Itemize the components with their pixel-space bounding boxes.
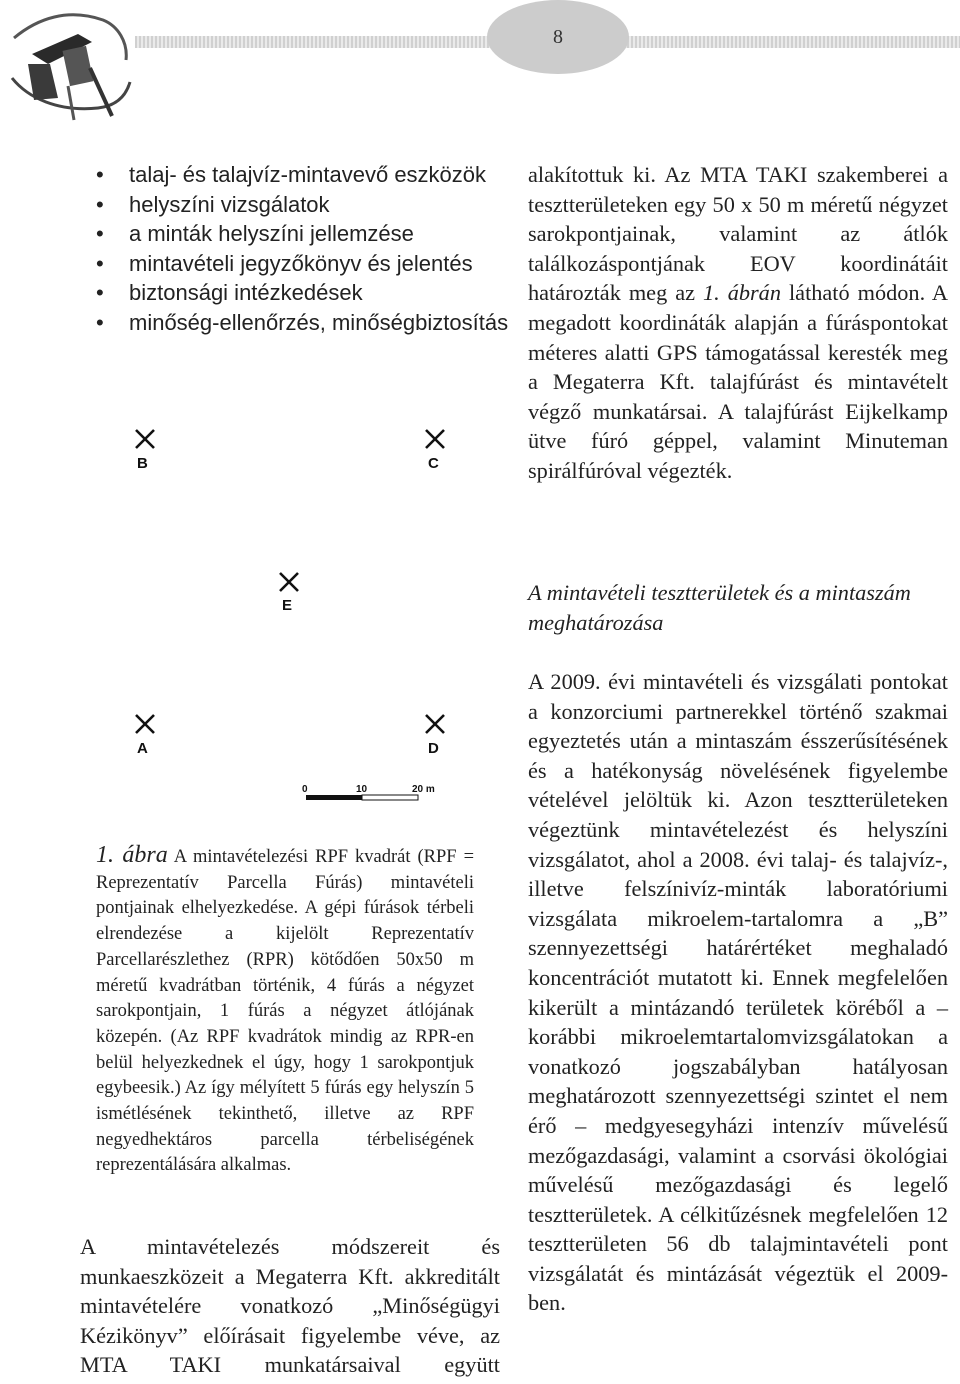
point-marker-a: [136, 715, 154, 733]
list-item: • biztonsági intézkedések: [96, 278, 516, 308]
soil-sampler-logo: [8, 8, 134, 124]
right-paragraph-1: [528, 160, 948, 486]
left-paragraph: A mintavételezés módszereit és munkaeszközeit a Megaterra Kft. akkreditált mintavételére vonatkozó „Minőségügyi Kézikönyv” előírásait figyelembe véve, az MTA TAKI munkatársaival együtt: [80, 1234, 500, 1378]
paragraph-text: alakítottuk ki. Az MTA TAKI szakemberei a tesztterületeken egy 50 x 50 m méretű négyzet sarokpontjainak, valamint az átlók találkozáspontjának EOV koordinátáit határozták meg az: [528, 162, 948, 306]
figure-reference: 1. ábrán: [703, 280, 781, 306]
scale-label-20: 20 m: [412, 784, 435, 795]
figure-caption: [96, 843, 474, 1179]
caption-number: 1. ábra: [96, 842, 168, 868]
list-item: • talaj- és talajvíz-mintavevő eszközök: [96, 160, 516, 190]
list-item: • a minták helyszíni jellemzése: [96, 219, 516, 249]
sampling-point-figure: [120, 420, 460, 820]
equipment-bullet-list: [96, 160, 516, 337]
right-paragraph-2: A 2009. évi mintavételi és vizsgálati pontokat a konzorciumi partnerekkel történő szakmai egyeztetés után a mintaszám ésszerűsítésének és a hatékonyság növelésének figyelembe vételével jelöltük ki. Azon tesztterületeken végeztünk mintavételezést és helyszíni vizsgálatot, ahol a 2008. évi talaj- és talajvíz-, illetve felszínivíz-minták laboratóriumi vizsgálata mikroelem-tartalomra a „B” szennyezettségi határértéket meghaladó koncentrációt mutatott ki. Ennek megfelelően kikerült a mintázandó területek köréből a – korábbi mikroelemtartalomvizsgálatokan a vonatkozó jogszabályban hatályosan meghatározott szennyezettségi szintet el nem érő – medgyesegyházi intenzív művelésű mezőgazdasági, valamint a csorvási ökológiai művelésű mezőgazdasági és legelő tesztterületek. A célkitűzésnek megfelelően 12 tesztterületen 56 db talajmintavételi pont vizsgálatát és mintázását végeztük el 2009-ben.: [528, 669, 948, 1316]
list-item: • minőség-ellenőrzés, minőségbiztosítás: [96, 308, 516, 338]
paragraph-text: látható módon. A megadott koordináták alapján a fúráspontokat méteres alatti GPS támogatással keresték meg a Megaterra Kft. talajfúrást és mintavételt végző munkatársai. A talajfúrást Eijkelkamp ütve fúró géppel, valamint Minuteman spirálfúróval végezték.: [528, 280, 949, 483]
caption-text: A mintavételezési RPF kvadrát (RPF = Reprezentatív Parcella Fúrás) mintavételi pontjainak elhelyezkedése. A gépi fúrások térbeli elrendezése a kijelölt Reprezentatív Parcellarészlethez (RPR) kötődően 50x50 m méretű kvadrátban történik, 4 fúrás a négyzet sarokpontjain, 1 fúrás a négyzet átlójának közepén. (Az RPF kvadrátok mindig az RPR-en belül helyezkednek el úgy, hogy 1 sarokpontjuk egybeesik.) Az így mélyített 5 fúrás egy helyszín 5 ismétlésének tekinthető, illetve az RPF negyedhektáros parcella térbeliségének reprezentálására alkalmas.: [96, 847, 474, 1176]
point-marker-e: [280, 573, 298, 591]
point-marker-d: [426, 715, 444, 733]
scale-label-0: 0: [302, 784, 308, 795]
page-number: 8: [487, 0, 629, 74]
scale-bar: [302, 784, 435, 800]
list-item: • mintavételi jegyzőkönyv és jelentés: [96, 249, 516, 279]
section-heading: A mintavételi tesztterületek és a mintaszám meghatározása: [528, 580, 911, 635]
point-label-b: B: [137, 455, 148, 472]
point-label-c: C: [428, 455, 439, 472]
point-label-a: A: [137, 740, 148, 757]
point-label-e: E: [282, 597, 293, 614]
point-marker-c: [426, 430, 444, 448]
point-label-d: D: [428, 740, 439, 757]
scale-label-10: 10: [356, 784, 368, 795]
list-item: • helyszíni vizsgálatok: [96, 190, 516, 220]
point-marker-b: [136, 430, 154, 448]
